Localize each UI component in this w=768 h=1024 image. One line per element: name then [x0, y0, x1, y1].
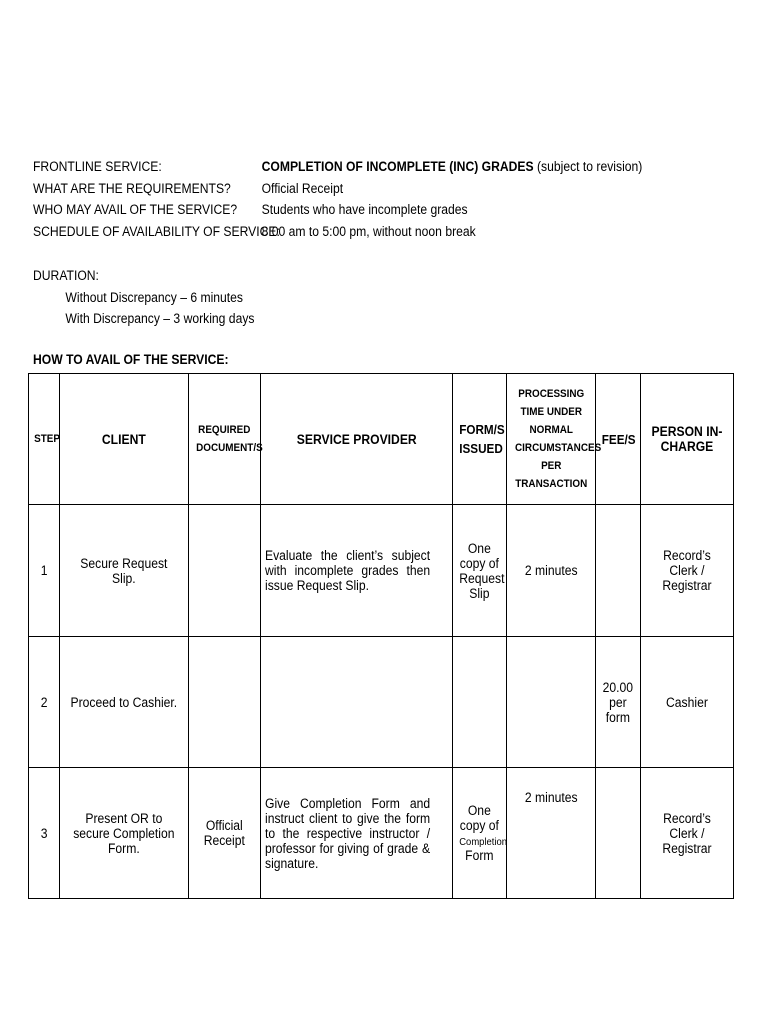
table-row — [29, 505, 734, 637]
row2-required — [189, 637, 261, 768]
row3-provider: Give Completion Form and instruct client to give the form to the respective instructor / professor for giving of grade & signature. — [260, 768, 452, 899]
duration-block — [33, 265, 254, 330]
row2-client: Proceed to Cashier. — [60, 637, 189, 768]
row2-person: Cashier — [641, 637, 734, 768]
row3-required: Official Receipt — [189, 768, 261, 899]
who-row — [33, 199, 642, 221]
row1-processing: 2 minutes — [506, 505, 596, 637]
row2-provider — [260, 637, 452, 768]
schedule-value: 8:00 am to 5:00 pm, without noon break — [261, 223, 476, 239]
row2-step: 2 — [29, 637, 60, 768]
schedule-label: SCHEDULE OF AVAILABILITY OF SERVICE: — [33, 223, 280, 239]
frontline-row — [33, 156, 642, 178]
duration-with: With Discrepancy – 3 working days — [65, 311, 255, 326]
header-forms: FORM/S ISSUED — [453, 374, 507, 505]
who-value: Students who have incomplete grades — [261, 202, 468, 217]
row1-person: Record’s Clerk / Registrar — [641, 505, 734, 637]
header-fees: FEE/S — [596, 374, 641, 505]
table-row — [29, 768, 734, 899]
row3-fees — [596, 768, 641, 899]
header-provider: SERVICE PROVIDER — [260, 374, 452, 505]
header-processing: PROCESSING TIME UNDER NORMAL CIRCUMSTANCES PER TRANSACTION — [506, 374, 596, 505]
frontline-note: (subject to revision) — [533, 159, 643, 174]
header-person: PERSON IN-CHARGE — [641, 374, 734, 505]
service-info — [33, 156, 642, 242]
row3-person: Record’s Clerk / Registrar — [641, 768, 734, 899]
table-header-row — [29, 374, 734, 505]
row1-forms: One copy of Request Slip — [453, 505, 507, 637]
duration-without: Without Discrepancy – 6 minutes — [65, 289, 244, 305]
frontline-title: COMPLETION OF INCOMPLETE (INC) GRADES — [261, 159, 534, 174]
header-step: STEP — [29, 374, 60, 505]
row1-provider: Evaluate the client’s subject with incomplete grades then issue Request Slip. — [260, 505, 452, 637]
row2-processing — [506, 637, 596, 768]
requirements-label: WHAT ARE THE REQUIREMENTS? — [33, 180, 231, 196]
duration-label: DURATION: — [33, 268, 99, 283]
row3-client: Present OR to secure Completion Form. — [60, 768, 189, 899]
service-table — [28, 373, 734, 899]
schedule-row — [33, 221, 642, 243]
row1-step: 1 — [29, 505, 60, 637]
row1-required — [189, 505, 261, 637]
table-row — [29, 637, 734, 768]
who-label: WHO MAY AVAIL OF THE SERVICE? — [33, 202, 238, 217]
header-required: REQUIRED DOCUMENT/S — [189, 374, 261, 505]
row3-forms: One copy of Completion Form — [453, 768, 507, 899]
requirements-row — [33, 178, 642, 200]
row3-processing: 2 minutes — [506, 768, 596, 899]
frontline-label: FRONTLINE SERVICE: — [33, 159, 162, 174]
row3-step: 3 — [29, 768, 60, 899]
row2-forms — [453, 637, 507, 768]
header-client: CLIENT — [60, 374, 189, 505]
row2-fees: 20.00 per form — [596, 637, 641, 768]
frontline-value — [262, 156, 643, 178]
howto-title: HOW TO AVAIL OF THE SERVICE: — [33, 352, 229, 367]
row1-client: Secure Request Slip. — [60, 505, 189, 637]
row1-fees — [596, 505, 641, 637]
requirements-value: Official Receipt — [261, 180, 344, 196]
